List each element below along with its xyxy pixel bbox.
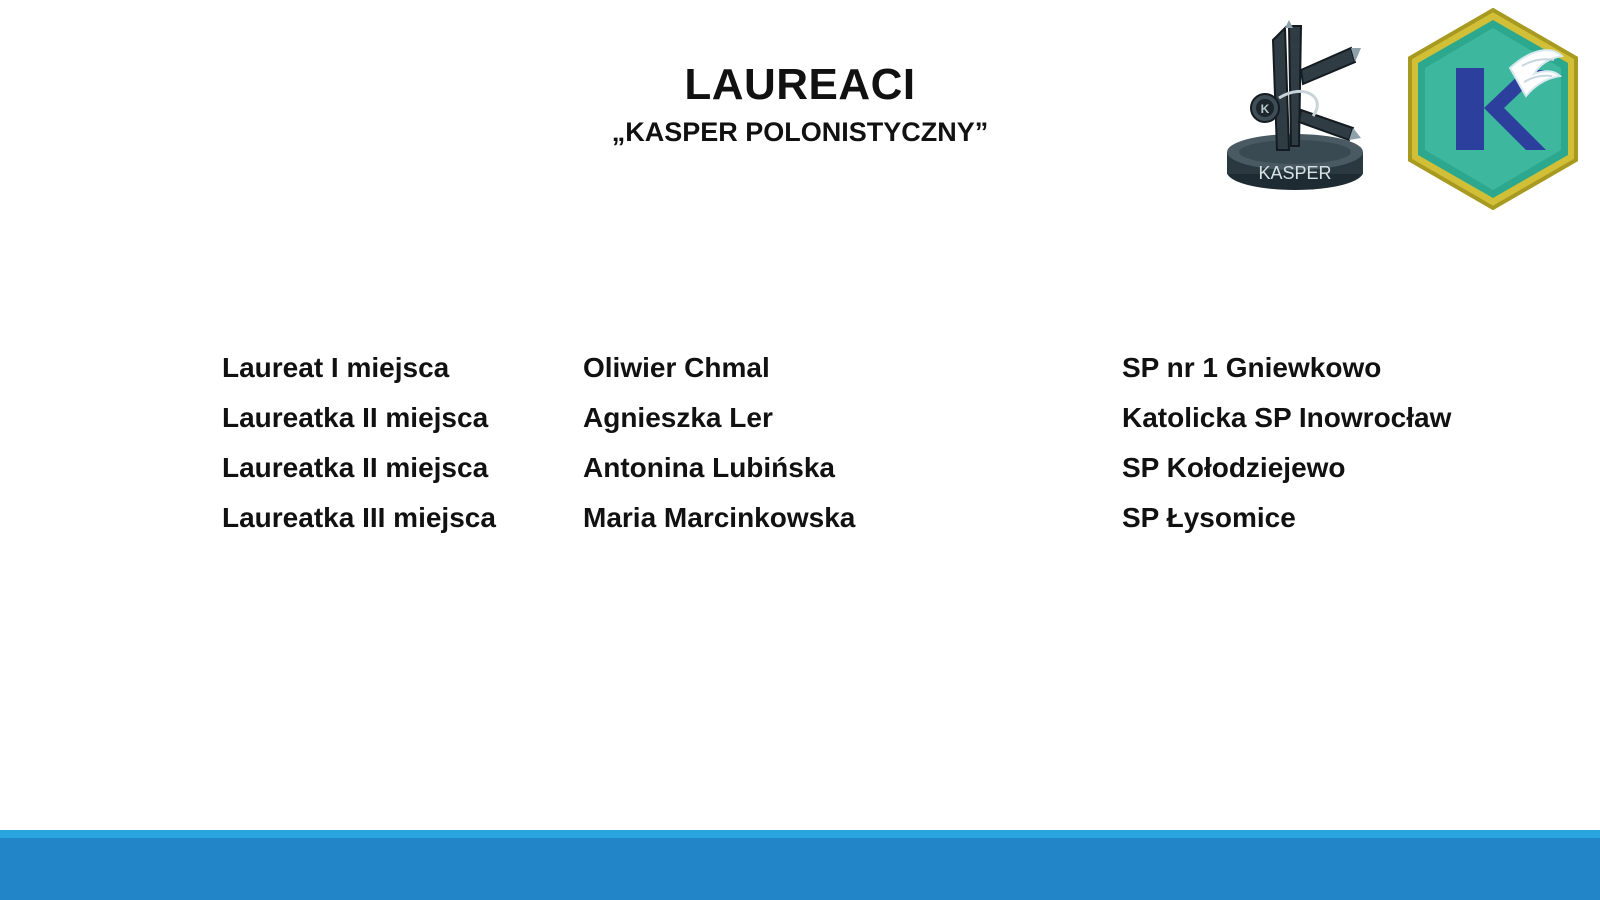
kasper-trophy-label: KASPER [1258,163,1332,183]
slide-title: LAUREACI [684,60,916,109]
laureate-row [222,495,1472,545]
laureates-table [222,345,1472,545]
footer-band [0,838,1600,900]
school-name: SP Łysomice [1122,502,1296,533]
laureate-name: Antonina Lubińska [583,452,835,483]
laureate-row [222,445,1472,495]
kasper-trophy-icon [1215,20,1375,200]
slide-subtitle: „KASPER POLONISTYCZNY” [611,117,989,148]
award-label: Laureatka II miejsca [222,402,489,433]
laureate-row [222,395,1472,445]
award-label: Laureatka II miejsca [222,452,489,483]
laureate-name: Oliwier Chmal [583,352,770,383]
slide-header [560,62,1040,148]
school-name: SP Kołodziejewo [1122,452,1346,483]
laureate-row [222,345,1472,395]
school-name: Katolicka SP Inowrocław [1122,402,1452,433]
award-label: Laureatka III miejsca [222,502,496,533]
award-label: Laureat I miejsca [222,352,450,383]
footer-accent-line [0,830,1600,838]
laureate-name: Agnieszka Ler [583,402,773,433]
school-name: SP nr 1 Gniewkowo [1122,352,1382,383]
svg-text:K: K [1260,102,1270,116]
laureate-name: Maria Marcinkowska [583,502,856,533]
jk-hexagon-badge-icon [1398,4,1588,214]
